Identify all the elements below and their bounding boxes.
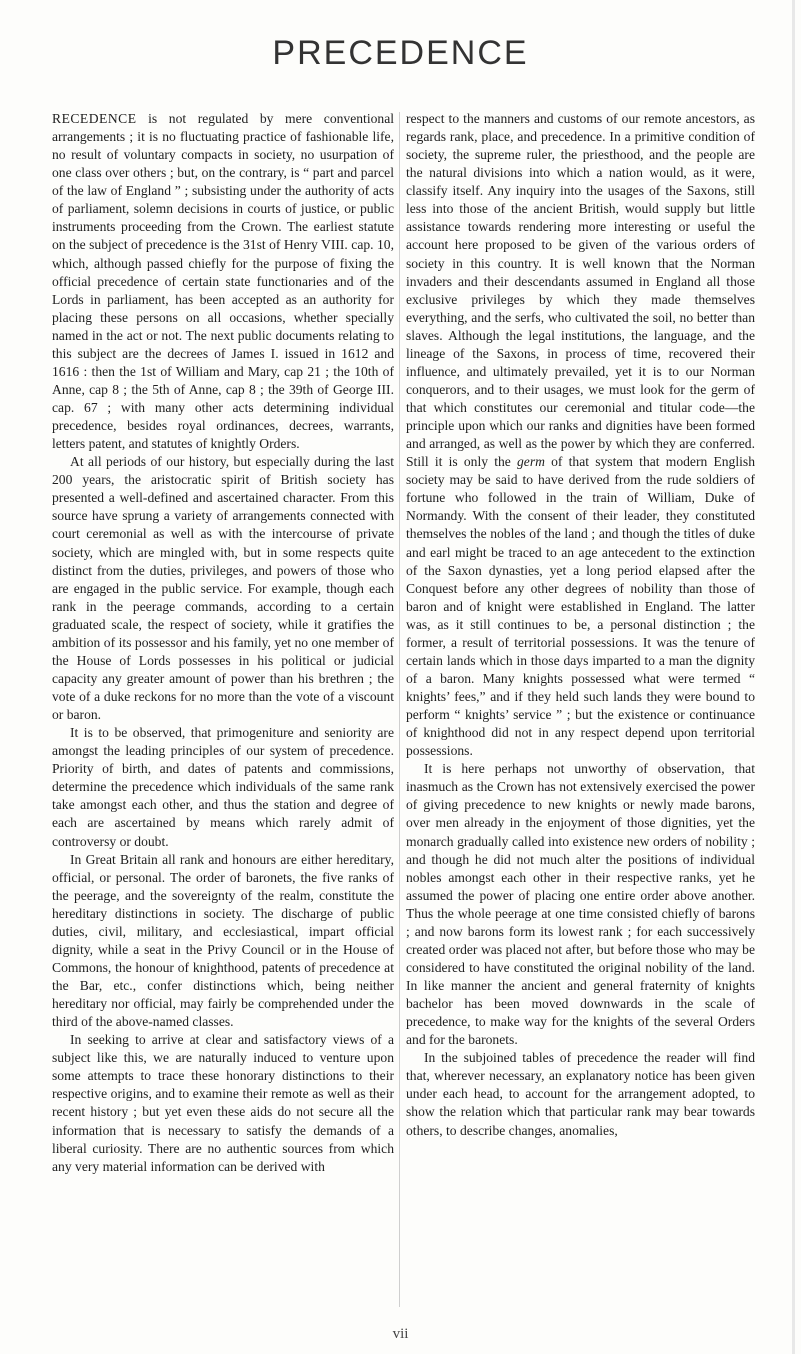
page-number: vii bbox=[392, 1326, 409, 1342]
paragraph: In the subjoined tables of precedence the reader will find that, wherever necessary, an explanatory notice has been given under each head, to account for the arrangement adopted, to show the relation which that particular rank may bear towards others, to describe changes, anomalies, bbox=[406, 1050, 755, 1138]
paragraph: In Great Britain all rank and honours are either hereditary, official, or personal. The order of baronets, the five ranks of the peerage, and the sovereignty of the realm, constitute the hereditary distinctions in society. The discharge of public duties, civil, military, and ecclesiastical, impart official dignity, while a seat in the Privy Council or in the House of Commons, the honour of knighthood, patents of precedence at the Bar, etc., confer distinctions which, being neither hereditary nor official, may fairly be comprehended under the third of the above-named classes. bbox=[52, 851, 394, 1030]
paragraph bbox=[52, 110, 394, 453]
paragraph bbox=[406, 110, 755, 760]
paragraph: At all periods of our history, but especially during the last 200 years, the aristocratic spirit of British society has presented a well-defined and ascertained character. From this source have sprung a variety of arrangements connected with court ceremonial as well as with the intercourse of private society, which are mingled with, but in some respects quite distinct from the duties, privileges, and powers of those who are engaged in the public service. For example, though each rank in the peerage commands, according to a certain graduated scale, the respect of society, while it gratifies the ambition of its possessor and his family, yet no one member of the House of Lords possesses in his political or judicial capacity any greater amount of power than his brethren ; the vote of a duke reckons for no more than the vote of a viscount or baron. bbox=[52, 454, 394, 723]
left-column bbox=[52, 110, 394, 1325]
opening-word: RECEDENCE bbox=[52, 111, 137, 126]
paragraph-text: is not regulated by mere conventional arrangements ; it is no fluctuating practice of fashionable life, no result of voluntary compacts in society, no usurpation of one class over others ; but, on the contrary, is “ part and parcel of the law of England ” ; subsisting under the authority of acts of parliament, solemn decisions in courts of justice, or public instruments proceeding from the Crown. The earliest statute on the subject of precedence is the 31st of Henry VIII. cap. 10, which, although passed chiefly for the purpose of fixing the official precedence of certain state functionaries and of the Lords in parliament, has been accepted as an authority for placing these persons on all occasions, whether specially named in the act or not. The next public documents relating to this subject are the decrees of James I. issued in 1612 and 1616 : then the 1st of William and Mary, cap 21 ; the 10th of Anne, cap 8 ; the 5th of Anne, cap 8 ; the 39th of George III. cap. 67 ; with many other acts determining individual precedence, besides royal ordinances, decrees, warrants, letters patent, and statutes of knightly Orders. bbox=[52, 111, 394, 452]
paragraph: In seeking to arrive at clear and satisfactory views of a subject like this, we are naturally induced to venture upon some attempts to trace these honorary distinctions to their respective origins, and to examine their remote as well as their recent history ; but yet even these aids do not secure all the information that is necessary to satisfy the demands of a liberal curiosity. There are no authentic sources from which any very material information can be derived with bbox=[52, 1032, 394, 1174]
paragraph-text: of that system that modern English society may be said to have derived from the rude soldiers of fortune who followed in the train of William, Duke of Normandy. With the consent of their leader, they constituted themselves the nobles of the land ; and though the titles of duke and earl might be traced to an age antecedent to the extinction of the Saxon dynasties, yet a long period elapsed after the Conquest before any other degrees of nobility than those of baron and of knight were established in England. The latter was, as it still continues to be, a personal distinction ; the former, a result of territorial possessions. It was the tenure of certain lands which in those days imparted to a man the dignity of a baron. Many knights possessed what were termed “ knights’ fees,” and if they held such lands they were bound to perform “ knights’ service ” ; but the existence or continuance of knighthood did not in any respect depend upon territorial possessions. bbox=[406, 454, 755, 759]
paragraph: It is here perhaps not unworthy of observation, that inasmuch as the Crown has not extensively exercised the power of giving precedence to new knights or newly made barons, over men already in the enjoyment of those dignities, yet the monarch gradually called into existence new orders of nobility ; and though he did not much alter the positions of individual nobles amongst each other in their respective ranks, yet he assumed the power of placing one entire order above another. Thus the whole peerage at one time consisted chiefly of barons ; and now barons form its lowest rank ; for each successively created order was placed not after, but before those who may be considered to have constituted the original nobility of the land. In like manner the ancient and general fraternity of knights bachelor has been moved downwards in the scale of precedence, to make way for the knights of the several Orders and for the baronets. bbox=[406, 761, 755, 1048]
emphasis: germ bbox=[517, 454, 545, 470]
page-title: PRECEDENCE bbox=[272, 34, 529, 72]
paragraph-text: respect to the manners and customs of our remote ancestors, as regards rank, place, and precedence. In a primitive condition of society, the supreme ruler, the priesthood, and the people are the natural divisions into which a nation would, as it were, classify itself. Any inquiry into the usages of the Saxons, still less into those of the ancient British, would supply but little assistance towards rendering more interesting or useful the account here proposed to be given of the various orders of society in this country. It is well known that the Norman invaders and their descendants assumed in England all those exclusive privileges by which they made themselves everything, and the serfs, who cultivated the soil, no better than slaves. Although the legal institutions, the language, and the lineage of the Saxons, in process of time, recovered their influence, and ultimately prevailed, yet it is to our Norman conquerors, and to their usages, we must look for the germ of that which constitutes our ceremonial and titular code—the principle upon which our ranks and dignities have been formed and arranged, as well as the power by which they are conferred. Still it is only the bbox=[406, 111, 755, 470]
column-divider bbox=[399, 112, 400, 1307]
paragraph: It is to be observed, that primogeniture and seniority are amongst the leading principles of our system of precedence. Priority of birth, and dates of patents and commissions, determine the precedence which individuals of the same rank take amongst each other, and thus the station and degree of each are ascertained by means which rarely admit of controversy or doubt. bbox=[52, 725, 394, 849]
right-column bbox=[406, 110, 755, 1325]
page-edge bbox=[792, 0, 795, 1354]
